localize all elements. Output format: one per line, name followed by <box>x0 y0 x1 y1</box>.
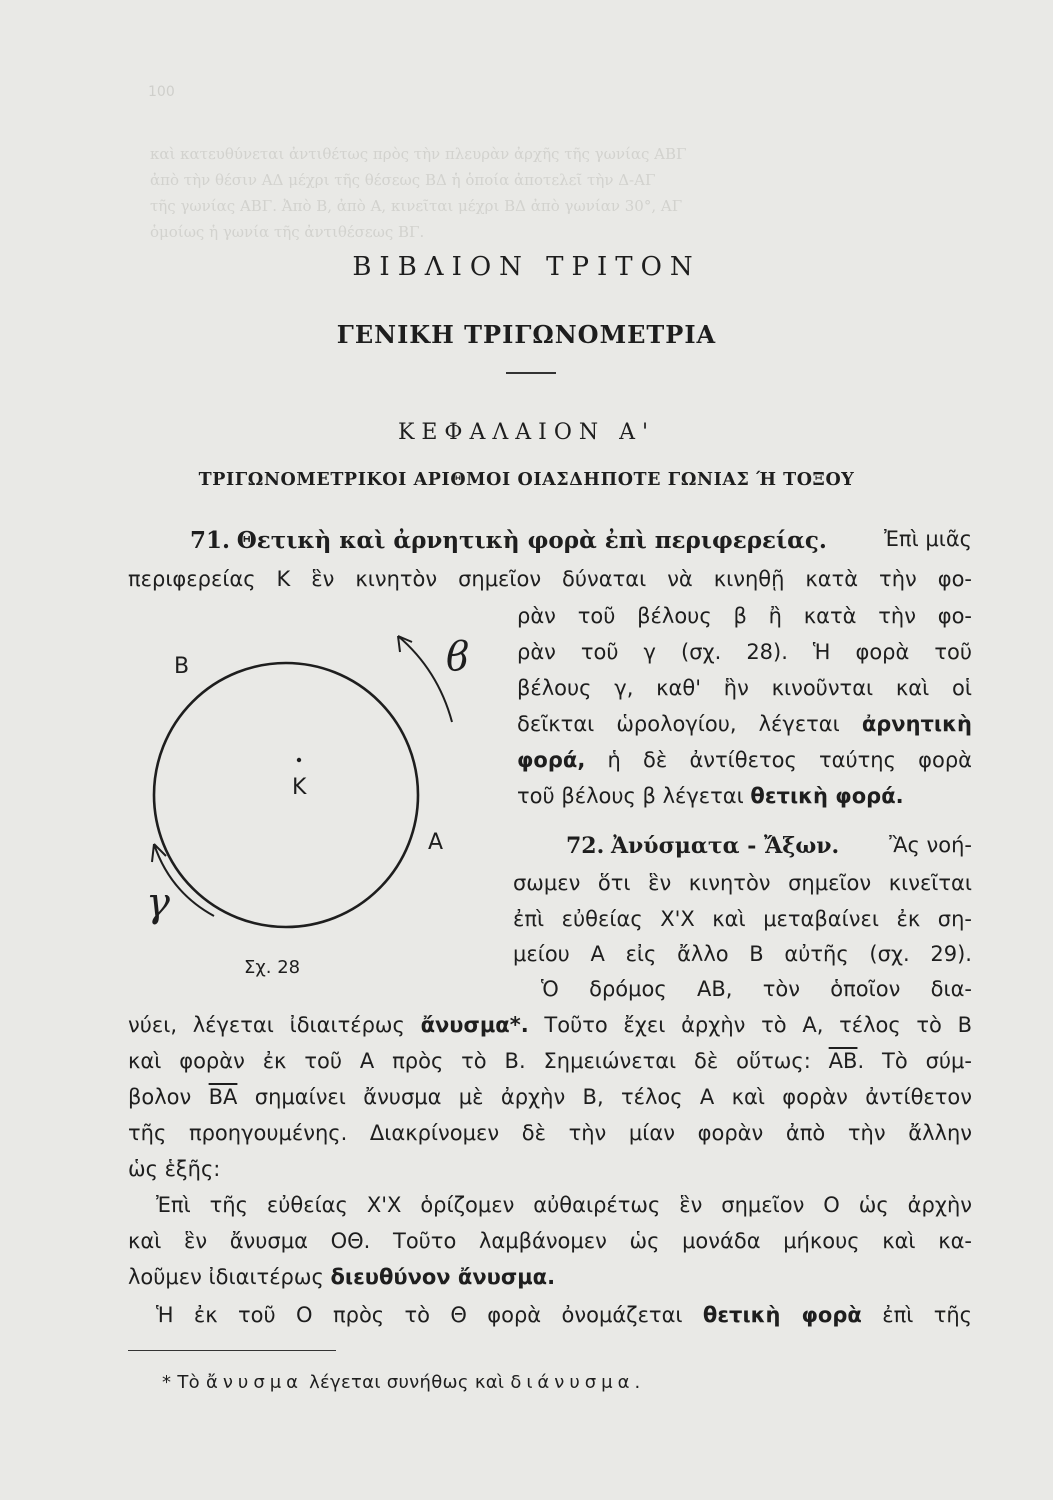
footnote-text: Τὸ <box>177 1372 200 1393</box>
footnote-text: λέγεται συνήθως καὶ <box>309 1372 505 1393</box>
paragraph-line: ἐπὶ εὐθείας X'X καὶ μεταβαίνει ἐκ ση- <box>513 907 972 931</box>
arrow-label-gamma: γ <box>146 880 170 926</box>
paragraph-line: Ἐπὶ τῆς εὐθείας X'X ὁρίζομεν αὐθαιρέτως ἓν σημεῖον O ὡς ἀρχὴν <box>156 1193 972 1217</box>
paragraph-line <box>128 1049 972 1073</box>
paragraph-text: Ἂς νοή- <box>889 833 972 857</box>
footnote-mark: * <box>162 1372 172 1393</box>
paragraph-line: περιφερείας K ἓν κινητὸν σημεῖον δύναται νὰ κινηθῇ κατὰ τὴν φο- <box>128 567 972 591</box>
vector-symbol: $\overline{BA}$ <box>208 1085 238 1109</box>
paragraph-text: νύει, λέγεται ἰδιαιτέρως <box>128 1013 405 1037</box>
paragraph-line: καὶ ἓν ἄνυσμα OΘ. Τοῦτο λαμβάνομεν ὡς μονάδα μήκους καὶ κα- <box>128 1229 972 1253</box>
paragraph-text: Τοῦτο ἔχει ἀρχὴν τὸ A, τέλος τὸ B <box>544 1013 972 1037</box>
paragraph-line <box>517 784 972 808</box>
paragraph-line: σωμεν ὅτι ἓν κινητὸν σημεῖον κινεῖται <box>513 871 972 895</box>
show-through-line: ἀπὸ τὴν θέσιν ΑΔ μέχρι τῆς θέσεως ΒΔ ἡ ὁποία ἀποτελεῖ τὴν Δ-ΑΓ <box>150 171 656 189</box>
paragraph-text: ἐπὶ τῆς <box>882 1303 972 1327</box>
center-label-k: K <box>292 775 307 800</box>
point-label-a: A <box>428 830 444 855</box>
bold-term: θετικὴ φορὰ <box>702 1303 862 1327</box>
paragraph-line: ὡς ἑξῆς: <box>128 1157 221 1181</box>
section-72-heading-line <box>566 833 972 859</box>
section-number: 71. <box>190 527 231 554</box>
point-label-b: B <box>174 654 190 679</box>
paragraph-text: βολον <box>128 1085 192 1109</box>
paragraph-line <box>128 1085 972 1109</box>
footnote <box>162 1372 645 1393</box>
book-title: ΒΙΒΛΙΟΝ ΤΡΙΤΟΝ <box>352 252 701 282</box>
bold-term: ἀρνητικὴ <box>861 712 972 736</box>
circle-outline <box>154 663 418 927</box>
paragraph-line: τῆς προηγουμένης. Διακρίνομεν δὲ τὴν μίαν φορὰν ἀπὸ τὴν ἄλλην <box>128 1121 972 1145</box>
arrow-label-beta: ϐ <box>446 634 470 680</box>
footnote-term: διάνυσμα. <box>510 1372 646 1393</box>
paragraph-text: . Τὸ σύμ- <box>857 1049 972 1073</box>
footnote-divider <box>128 1350 336 1351</box>
show-through-page-number: 100 <box>148 84 175 100</box>
section-heading: Ἀνύσματα - Ἄξων. <box>610 833 840 859</box>
paragraph-text: σημαίνει ἄνυσμα μὲ ἀρχὴν B, τέλος A καὶ φορὰν ἀντίθετον <box>254 1085 973 1109</box>
arrow-beta <box>398 636 452 722</box>
show-through-line: καὶ κατευθύνεται ἀντιθέτως πρὸς τὴν πλευρὰν ἀρχῆς τῆς γωνίας ABΓ <box>150 145 687 163</box>
paragraph-line <box>128 1013 972 1037</box>
title-divider <box>506 372 556 374</box>
paragraph-text: λοῦμεν ἰδιαιτέρως <box>128 1265 324 1289</box>
bold-term: φορά, <box>517 748 586 772</box>
section-heading: Θετικὴ καὶ ἀρνητικὴ φορὰ ἐπὶ περιφερείας. <box>236 527 827 554</box>
paragraph-line: ρὰν τοῦ γ (σχ. 28). Ἡ φορὰ τοῦ <box>517 640 972 664</box>
figure-28 <box>140 600 470 990</box>
section-71-heading-line <box>190 527 972 554</box>
paragraph-text: Ἡ ἐκ τοῦ O πρὸς τὸ Θ φορὰ ὀνομάζεται <box>156 1303 683 1327</box>
paragraph-line <box>156 1303 972 1327</box>
section-number: 72. <box>566 833 605 859</box>
show-through-line: ὁμοίως ἡ γωνία τῆς ἀντιθέσεως ΒΓ. <box>150 223 425 241</box>
vector-symbol: $\overline{AB}$ <box>828 1049 858 1073</box>
figure-caption: Σχ. 28 <box>244 957 301 978</box>
paragraph-text: τοῦ βέλους β λέγεται <box>517 784 744 808</box>
chapter-title: ΤΡΙΓΩΝΟΜΕΤΡΙΚΟΙ ΑΡΙΘΜΟΙ ΟΙΑΣΔΗΠΟΤΕ ΓΩΝΙΑΣ Ή ΤΟΞΟΥ <box>198 470 855 490</box>
chapter-label: ΚΕΦΑΛΑΙΟΝ Α' <box>397 420 656 445</box>
paragraph-text: δεῖκται ὡρολογίου, λέγεται <box>517 712 840 736</box>
paragraph-line: Ὁ δρόμος AB, τὸν ὁποῖον δια- <box>541 977 972 1001</box>
paragraph-line <box>128 1265 555 1289</box>
show-through-line: τῆς γωνίας ABΓ. Ἀπὸ Β, ἀπὸ Α, κινεῖται μέχρι ΒΔ ἀπὸ γωνίαν 30°, ΑΓ <box>150 197 683 215</box>
paragraph-text: ἡ δὲ ἀντίθετος ταύτης φορὰ <box>607 748 972 772</box>
paragraph-line: μείου A εἰς ἄλλο B αὐτῆς (σχ. 29). <box>513 942 972 966</box>
paragraph-line: βέλους γ, καθ' ἣν κινοῦνται καὶ οἱ <box>517 676 972 700</box>
paragraph-line <box>517 712 972 736</box>
paragraph-line <box>517 748 972 772</box>
paragraph-line: ρὰν τοῦ βέλους β ἢ κατὰ τὴν φο- <box>517 604 972 628</box>
center-dot <box>297 758 301 762</box>
paragraph-text: Ἐπὶ μιᾶς <box>884 527 972 551</box>
bold-term: θετικὴ φορά. <box>750 784 904 808</box>
bold-term: διευθύνον ἄνυσμα. <box>330 1265 556 1289</box>
bold-term: ἄνυσμα*. <box>420 1013 529 1037</box>
footnote-term: ἄνυσμα <box>205 1372 304 1393</box>
paragraph-text: καὶ φορὰν ἐκ τοῦ A πρὸς τὸ B. Σημειώνεται δὲ οὕτως: <box>128 1049 811 1073</box>
part-title: ΓΕΝΙΚΗ ΤΡΙΓΩΝΟΜΕΤΡΙΑ <box>336 320 717 349</box>
